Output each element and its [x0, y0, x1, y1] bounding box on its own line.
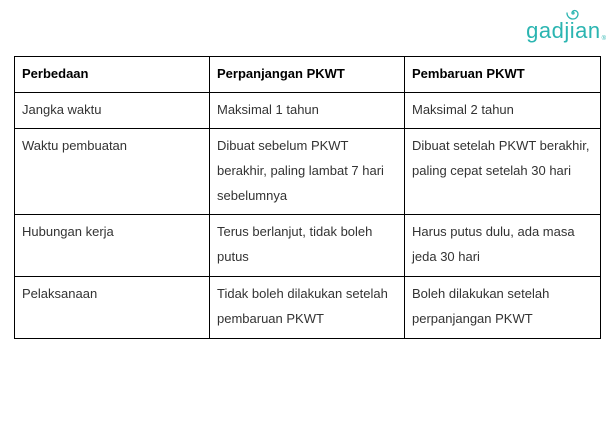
table-cell: Boleh dilakukan setelah perpanjangan PKWT	[405, 277, 601, 339]
registered-mark: ®	[601, 36, 606, 42]
brand-name: gadjian	[526, 18, 601, 43]
table-cell: Maksimal 2 tahun	[405, 93, 601, 129]
header-perpanjangan-pkwt: Perpanjangan PKWT	[210, 57, 405, 93]
table-cell: Terus berlanjut, tidak boleh putus	[210, 215, 405, 277]
table-cell: Hubungan kerja	[15, 215, 210, 277]
table-row	[15, 129, 601, 215]
table-cell: Maksimal 1 tahun	[210, 93, 405, 129]
table-cell: Waktu pembuatan	[15, 129, 210, 215]
table-row	[15, 215, 601, 277]
table-cell: Pelaksanaan	[15, 277, 210, 339]
table-header-row	[15, 57, 601, 93]
comparison-table	[14, 56, 601, 339]
table-cell: Jangka waktu	[15, 93, 210, 129]
brand-logo	[526, 8, 606, 42]
table-row	[15, 93, 601, 129]
table-cell: Dibuat setelah PKWT berakhir, paling cepat setelah 30 hari	[405, 129, 601, 215]
header-pembaruan-pkwt: Pembaruan PKWT	[405, 57, 601, 93]
table-cell: Dibuat sebelum PKWT berakhir, paling lambat 7 hari sebelumnya	[210, 129, 405, 215]
table-cell: Harus putus dulu, ada masa jeda 30 hari	[405, 215, 601, 277]
table-cell: Tidak boleh dilakukan setelah pembaruan PKWT	[210, 277, 405, 339]
header-perbedaan: Perbedaan	[15, 57, 210, 93]
table-row	[15, 277, 601, 339]
